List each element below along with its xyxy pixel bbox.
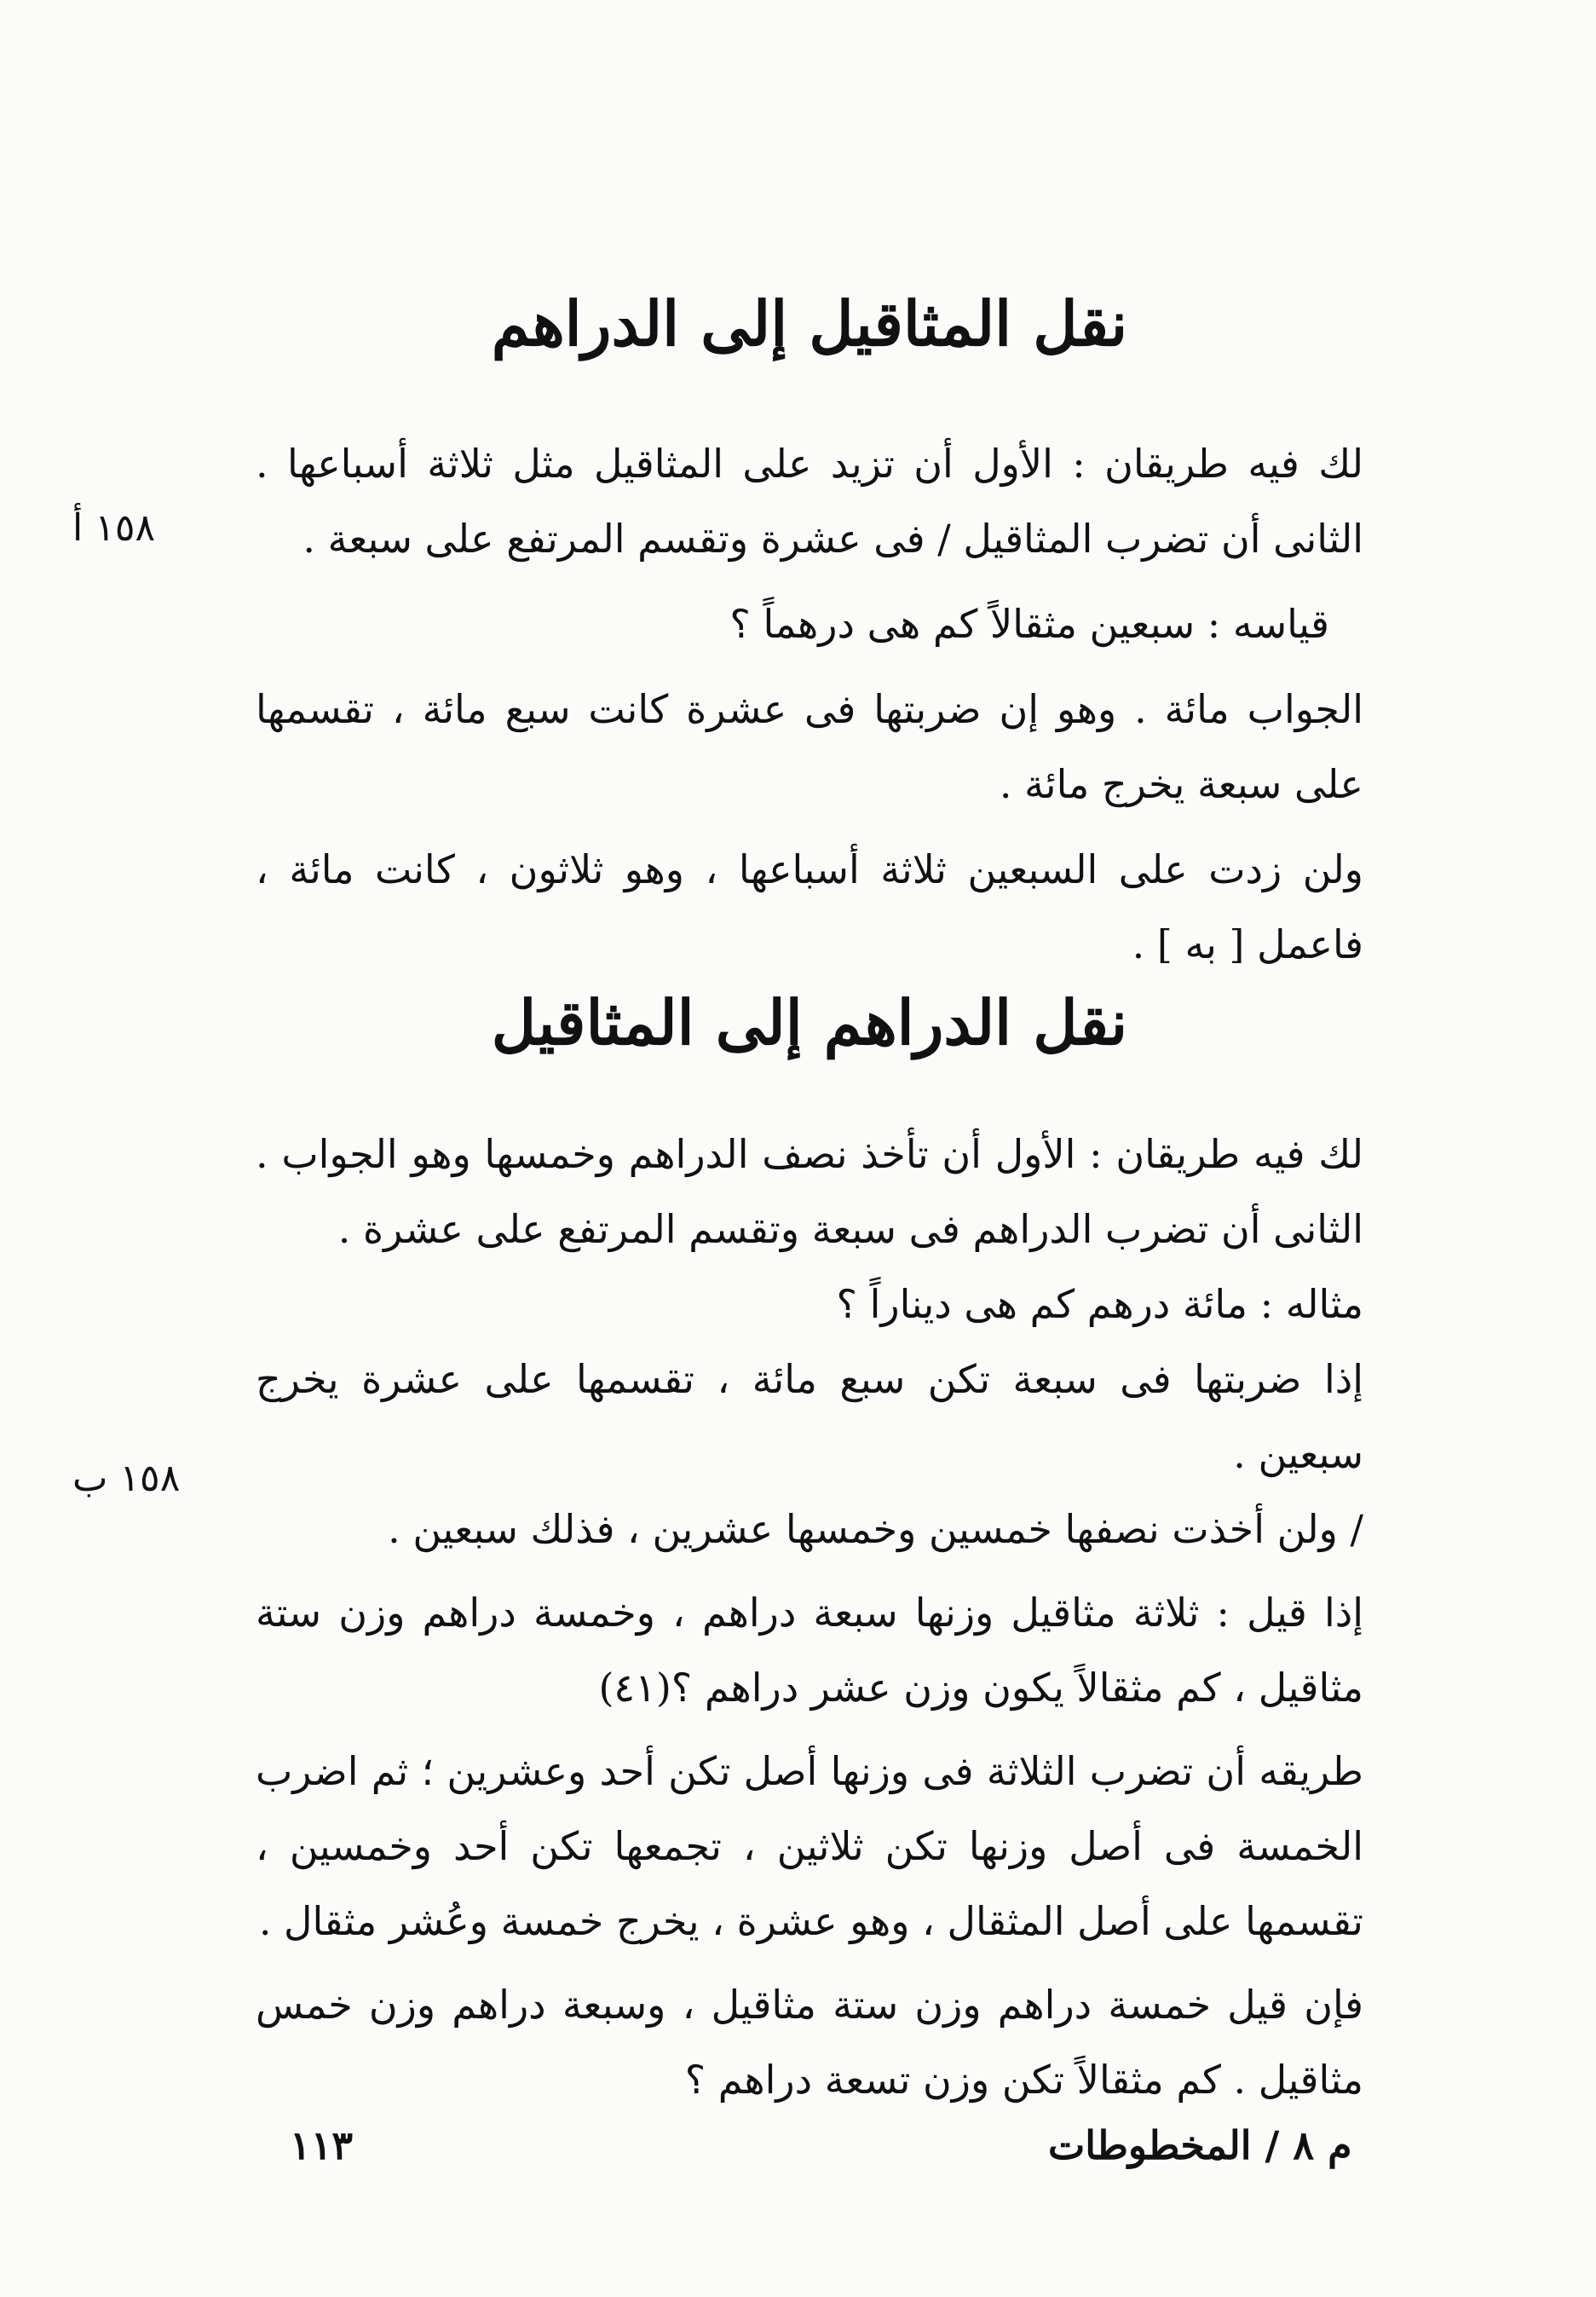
paragraph: إذا قيل : ثلاثة مثاقيل وزنها سبعة دراهم ، وخمسة دراهم وزن ستة مثاقيل ، كم مثقالاً يكون وزن عشر دراهم ؟(٤١) [256, 1590, 1363, 1711]
paragraph: الجواب مائة . وهو إن ضربتها فى عشرة كانت سبع مائة ، تقسمها على سبعة يخرج مائة . [256, 686, 1363, 807]
paragraph: إذا ضربتها فى سبعة تكن سبع مائة ، تقسمها على عشرة يخرج سبعين . [256, 1356, 1363, 1477]
section-heading-1: نقل المثاقيل إلى الدراهم [491, 287, 1128, 360]
paragraph: مثاله : مائة درهم كم هى ديناراً ؟ [836, 1281, 1363, 1327]
section-heading-2: نقل الدراهم إلى المثاقيل [491, 986, 1128, 1059]
paragraph: قياسه : سبعين مثقالاً كم هى درهماً ؟ [729, 601, 1329, 647]
paragraph: / ولن أخذت نصفها خمسين وخمسها عشرين ، فذلك سبعين . [388, 1506, 1363, 1552]
paragraph: لك فيه طريقان : الأول أن تزيد على المثاقيل مثل ثلاثة أسباعها . الثانى أن تضرب المثاقيل / فى عشرة وتقسم المرتفع على سبعة . [256, 441, 1363, 562]
signature-mark: م ٨ / المخطوطات [1048, 2122, 1352, 2168]
paragraph: فإن قيل خمسة دراهم وزن ستة مثاقيل ، وسبعة دراهم وزن خمس مثاقيل . كم مثقالاً تكن وزن تسعة دراهم ؟ [256, 1982, 1363, 2103]
page-number: ١١٣ [290, 2122, 354, 2168]
section-2-body [256, 1117, 1363, 2117]
paragraph: طريقه أن تضرب الثلاثة فى وزنها أصل تكن أحد وعشرين ؛ ثم اضرب الخمسة فى أصل وزنها تكن ثلاثين ، تجمعها تكن أحد وخمسين ، تقسمها على أصل المثقال ، وهو عشرة ، يخرج خمسة وعُشر مثقال . [256, 1748, 1363, 1944]
folio-margin-note-b: ١٥٨ ب [72, 1457, 181, 1500]
section-1-body [256, 426, 1363, 982]
folio-margin-note-a: ١٥٨ أ [72, 506, 156, 550]
paragraph: لك فيه طريقان : الأول أن تأخذ نصف الدراهم وخمسها وهو الجواب . الثانى أن تضرب الدراهم فى سبعة وتقسم المرتفع على عشرة . [256, 1131, 1363, 1252]
paragraph: ولن زدت على السبعين ثلاثة أسباعها ، وهو ثلاثون ، كانت مائة ، فاعمل [ به ] . [256, 846, 1363, 967]
